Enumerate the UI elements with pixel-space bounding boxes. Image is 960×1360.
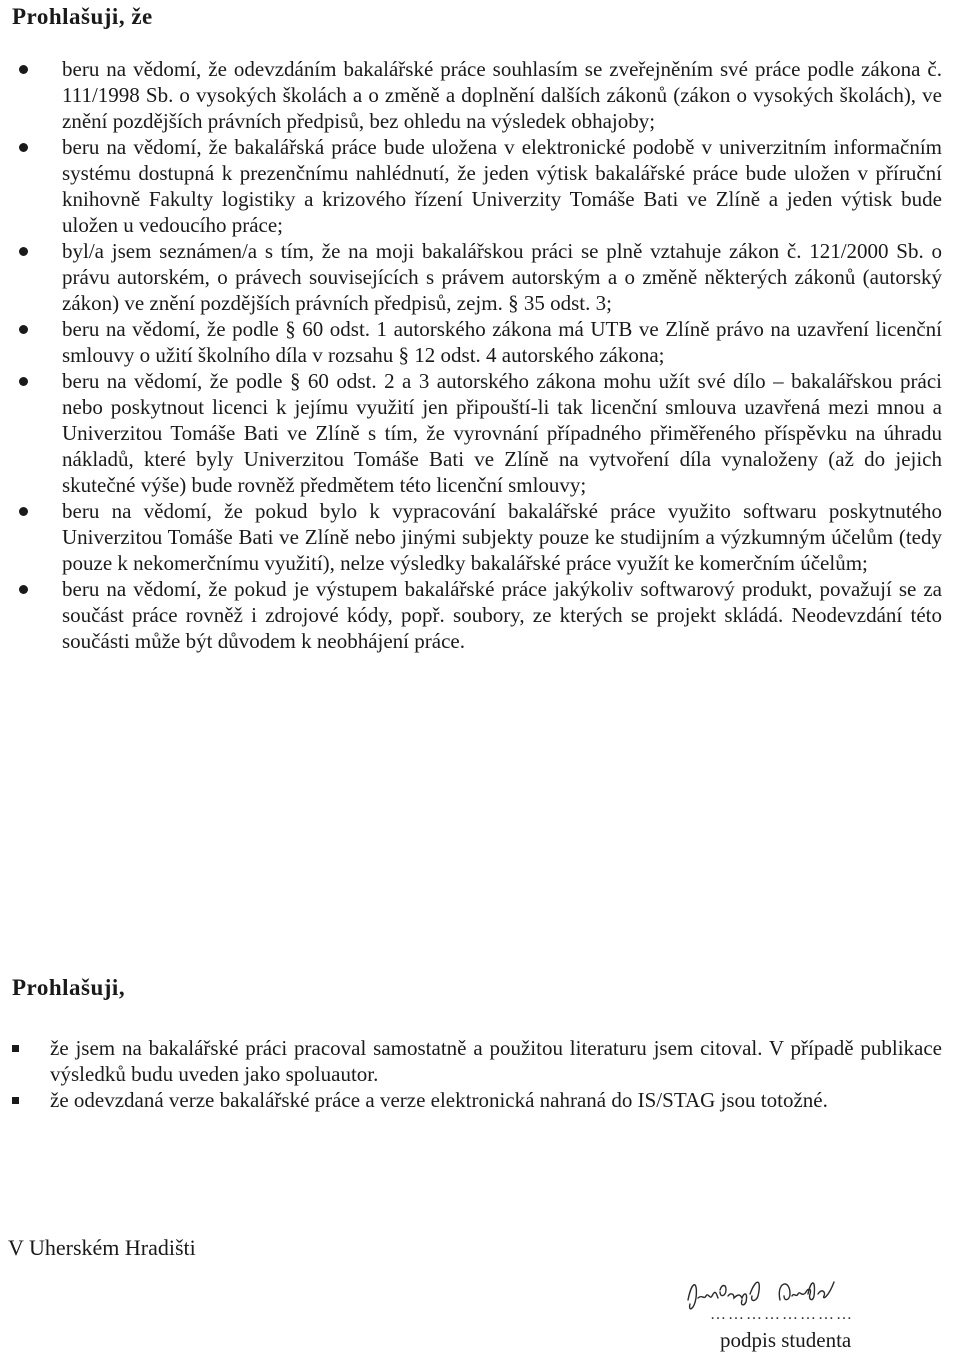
list-item: [62, 498, 942, 576]
list-item-text: beru na vědomí, že bakalářská práce bude uložena v elektronické podobě v univerzitním informačním systému dostupná k prezenčnímu nahlédnutí, že jeden výtisk bakalářské práce bude uložen v příruční knihovně Fakulty logistiky a krizového řízení Univerzity Tomáše Bati ve Zlíně a jeden výtisk bude uložen u vedoucího práce;: [62, 135, 942, 237]
bullet-icon: [19, 247, 28, 256]
signature-block: [700, 1270, 900, 1360]
list-item: [62, 316, 942, 368]
bullet-icon: [19, 143, 28, 152]
bullet-icon: [19, 65, 28, 74]
section1-heading: Prohlašuji, že: [12, 4, 153, 29]
bullet-icon: [19, 507, 28, 516]
list-item-text: beru na vědomí, že podle § 60 odst. 1 autorského zákona má UTB ve Zlíně právo na uzavření licenční smlouvy o užití školního díla v rozsahu § 12 odst. 4 autorského zákona;: [62, 317, 942, 367]
list-item-text: beru na vědomí, že pokud je výstupem bakalářské práce jakýkoliv softwarový produkt, považují se za součást práce rovněž i zdrojové kódy, popř. soubory, ze kterých se projekt skládá. Neodevzdání této součásti může být důvodem k neobhájení práce.: [62, 577, 942, 653]
bullet-icon: [19, 585, 28, 594]
bullet-icon: [19, 325, 28, 334]
section1-list: [62, 56, 942, 654]
list-item: [50, 1087, 942, 1113]
list-item-text: že odevzdaná verze bakalářské práce a verze elektronická nahraná do IS/STAG jsou totožné.: [50, 1088, 828, 1112]
list-item-text: beru na vědomí, že pokud bylo k vypracování bakalářské práce využito softwaru poskytnutého Univerzitou Tomáše Bati ve Zlíně nebo jinými subjekty pouze ke studijním a výzkumným účelům (tedy pouze k nekomerčnímu využití), nelze výsledky bakalářské práce využít ke komerčním účelům;: [62, 499, 942, 575]
section2-list: [50, 1035, 942, 1113]
signature-caption: podpis studenta: [720, 1328, 852, 1352]
list-item: [62, 56, 942, 134]
place-of-signing: V Uherském Hradišti: [8, 1235, 196, 1260]
list-item: [62, 238, 942, 316]
list-item: [62, 576, 942, 654]
list-item-text: byl/a jsem seznámen/a s tím, že na moji bakalářskou práci se plně vztahuje zákon č. 121/2000 Sb. o právu autorském, o právech souvisejících s právem autorským a o změně některých zákonů (autorský zákon) ve znění pozdějších právních předpisů, zejm. § 35 odst. 3;: [62, 239, 942, 315]
list-item: [62, 368, 942, 498]
list-item-text: beru na vědomí, že odevzdáním bakalářské práce souhlasím se zveřejněním své práce podle zákona č. 111/1998 Sb. o vysokých školách a o změně a doplnění dalších zákonů (zákon o vysokých školách), ve znění pozdějších právních předpisů, bez ohledu na výsledek obhajoby;: [62, 57, 942, 133]
list-item-text: že jsem na bakalářské práci pracoval samostatně a použitou literaturu jsem citoval. V případě publikace výsledků budu uveden jako spoluautor.: [50, 1036, 942, 1086]
square-bullet-icon: [12, 1097, 19, 1104]
list-item: [62, 134, 942, 238]
section2-heading: Prohlašuji,: [12, 975, 126, 1000]
list-item: [50, 1035, 942, 1087]
bullet-icon: [19, 377, 28, 386]
square-bullet-icon: [12, 1045, 19, 1052]
list-item-text: beru na vědomí, že podle § 60 odst. 2 a 3 autorského zákona mohu užít své dílo – bakalářskou práci nebo poskytnout licenci k jejímu využití jen připouští-li tak licenční smlouva uzavřená mezi mnou a Univerzitou Tomáše Bati ve Zlíně s tím, že vyrovnání případného přiměřeného příspěvku na úhradu nákladů, které byly Univerzitou Tomáše Bati ve Zlíně na vytvoření díla vynaloženy (až do jejich skutečné výše) bude rovněž předmětem této licenční smlouvy;: [62, 369, 942, 497]
signature-line: ……………………: [710, 1306, 854, 1323]
